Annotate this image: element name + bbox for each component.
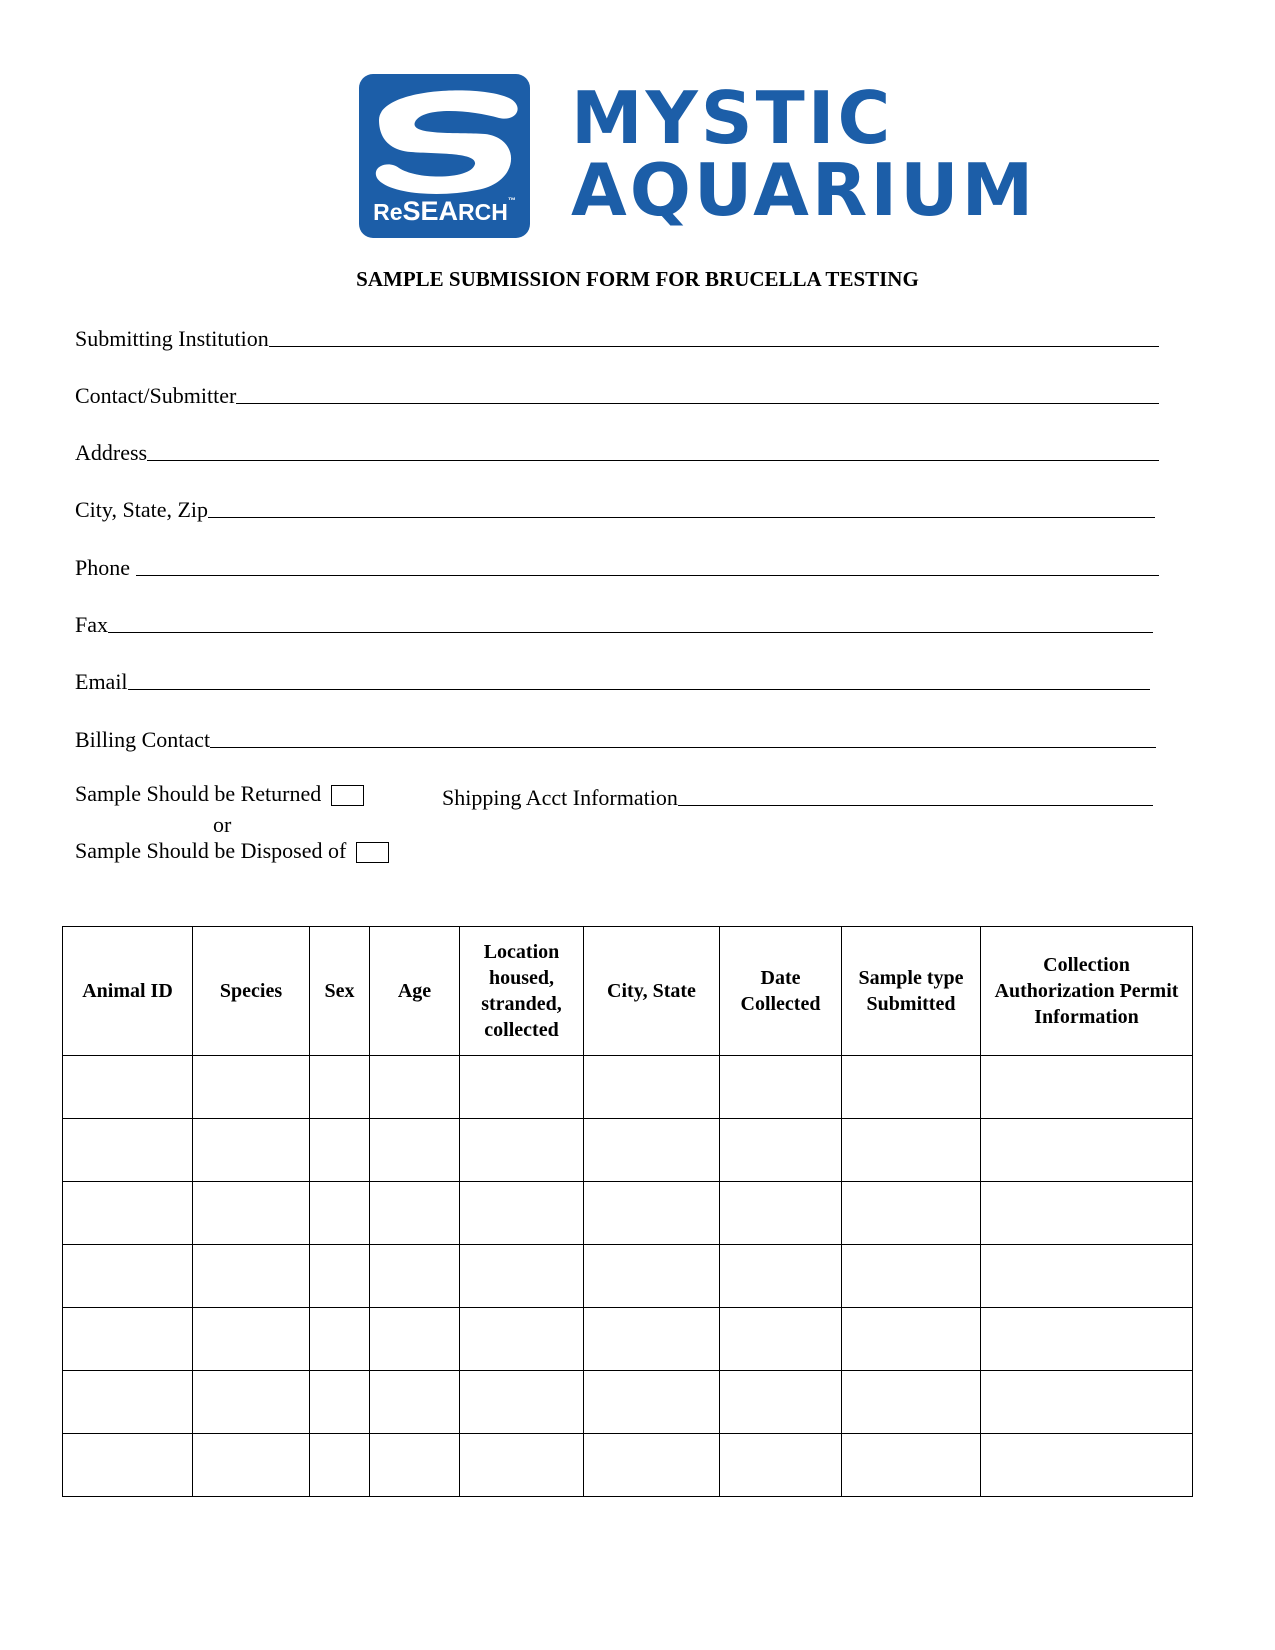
field-label: Address [75,440,148,465]
table-cell[interactable] [63,1308,193,1371]
city-state-zip-field[interactable] [75,493,1155,523]
table-cell[interactable] [310,1434,370,1497]
table-cell[interactable] [63,1182,193,1245]
table-row [63,1119,1193,1182]
table-cell[interactable] [720,1308,842,1371]
table-cell[interactable] [370,1371,460,1434]
table-cell[interactable] [193,1056,310,1119]
table-cell[interactable] [63,1056,193,1119]
billing-contact-field[interactable] [75,723,1156,753]
field-label: Billing Contact [75,727,211,752]
table-cell[interactable] [981,1245,1193,1308]
table-cell[interactable] [460,1182,584,1245]
table-cell[interactable] [584,1182,720,1245]
research-wordmark: ReSEARCH™ [373,196,516,226]
dispose-label: Sample Should be Disposed of [75,838,347,863]
fill-line[interactable] [678,805,1153,806]
email-field[interactable] [75,665,1150,695]
table-cell[interactable] [842,1434,981,1497]
table-cell[interactable] [720,1056,842,1119]
table-cell[interactable] [310,1371,370,1434]
field-label: Submitting Institution [75,326,269,351]
table-cell[interactable] [63,1434,193,1497]
table-cell[interactable] [981,1182,1193,1245]
table-cell[interactable] [193,1308,310,1371]
table-cell[interactable] [370,1182,460,1245]
table-row [63,1245,1193,1308]
header-row [63,927,1193,1056]
contact-submitter-field[interactable] [75,379,1159,409]
fill-line[interactable] [210,747,1156,748]
name-line-2: AQUARIUM [571,148,1037,232]
table-cell[interactable] [584,1119,720,1182]
table-body [63,1056,1193,1497]
return-checkbox[interactable] [331,785,364,806]
table-cell[interactable] [460,1434,584,1497]
table-row [63,1056,1193,1119]
table-cell[interactable] [584,1434,720,1497]
col-animal-id: Animal ID [63,927,193,1056]
field-label: Shipping Acct Information [442,785,678,810]
table-cell[interactable] [842,1245,981,1308]
fill-line[interactable] [128,689,1150,690]
name-line-1: MYSTIC [571,76,894,160]
table-cell[interactable] [63,1119,193,1182]
table-cell[interactable] [842,1119,981,1182]
col-species: Species [193,927,310,1056]
table-cell[interactable] [584,1056,720,1119]
table-cell[interactable] [370,1119,460,1182]
table-cell[interactable] [193,1182,310,1245]
field-label: City, State, Zip [75,497,209,522]
or-separator: or [213,812,232,837]
fax-field[interactable] [75,608,1153,638]
table-cell[interactable] [842,1371,981,1434]
fill-line[interactable] [147,460,1159,461]
return-option [75,781,364,807]
field-label: Contact/Submitter [75,383,237,408]
table-cell[interactable] [584,1308,720,1371]
aquarium-name [571,76,1037,232]
table-cell[interactable] [720,1119,842,1182]
table-cell[interactable] [584,1245,720,1308]
address-field[interactable] [75,436,1159,466]
col-age: Age [370,927,460,1056]
phone-field[interactable] [75,551,1159,581]
table-cell[interactable] [63,1371,193,1434]
table-cell[interactable] [460,1056,584,1119]
fill-line[interactable] [208,517,1155,518]
field-label: Email [75,669,128,694]
field-label: Phone [75,555,130,580]
table-cell[interactable] [193,1371,310,1434]
col-city-state: City, State [584,927,720,1056]
table-cell[interactable] [310,1119,370,1182]
table-cell[interactable] [370,1308,460,1371]
return-label: Sample Should be Returned [75,781,322,806]
table-cell[interactable] [310,1308,370,1371]
shipping-acct-field[interactable] [442,781,1153,811]
table-cell[interactable] [460,1119,584,1182]
col-sex: Sex [310,927,370,1056]
dispose-checkbox[interactable] [356,842,389,863]
sample-table [62,926,1193,1497]
table-cell[interactable] [193,1119,310,1182]
table-cell[interactable] [981,1056,1193,1119]
table-cell[interactable] [460,1245,584,1308]
table-cell[interactable] [310,1245,370,1308]
table-cell[interactable] [981,1308,1193,1371]
table-row [63,1371,1193,1434]
table-cell[interactable] [193,1245,310,1308]
table-cell[interactable] [842,1056,981,1119]
table-cell[interactable] [310,1056,370,1119]
table-cell[interactable] [720,1245,842,1308]
dispose-option [75,838,389,864]
table-row [63,1182,1193,1245]
table-cell[interactable] [460,1308,584,1371]
table-cell[interactable] [720,1182,842,1245]
fill-line[interactable] [236,403,1159,404]
col-sample-type: Sample type Submitted [842,927,981,1056]
table-cell[interactable] [310,1182,370,1245]
research-badge [359,74,530,238]
fill-line[interactable] [136,575,1159,576]
table-cell[interactable] [584,1371,720,1434]
table-cell[interactable] [193,1434,310,1497]
table-cell[interactable] [63,1245,193,1308]
table-cell[interactable] [842,1182,981,1245]
submitting-institution-field[interactable] [75,322,1159,352]
table-cell[interactable] [370,1056,460,1119]
fill-line[interactable] [108,632,1153,633]
form-title: SAMPLE SUBMISSION FORM FOR BRUCELLA TESTING [356,267,919,291]
table-cell[interactable] [370,1245,460,1308]
table-cell[interactable] [981,1371,1193,1434]
table-cell[interactable] [842,1308,981,1371]
table-cell[interactable] [720,1371,842,1434]
table-cell[interactable] [460,1371,584,1434]
field-label: Fax [75,612,108,637]
table-cell[interactable] [370,1434,460,1497]
col-permit-info: Collection Authorization Permit Information [981,927,1193,1056]
table-cell[interactable] [720,1434,842,1497]
table-row [63,1308,1193,1371]
table-row [63,1434,1193,1497]
table-cell[interactable] [981,1119,1193,1182]
col-date-collected: Date Collected [720,927,842,1056]
table-cell[interactable] [981,1434,1193,1497]
col-location: Location housed, stranded, collected [460,927,584,1056]
fill-line[interactable] [269,346,1159,347]
